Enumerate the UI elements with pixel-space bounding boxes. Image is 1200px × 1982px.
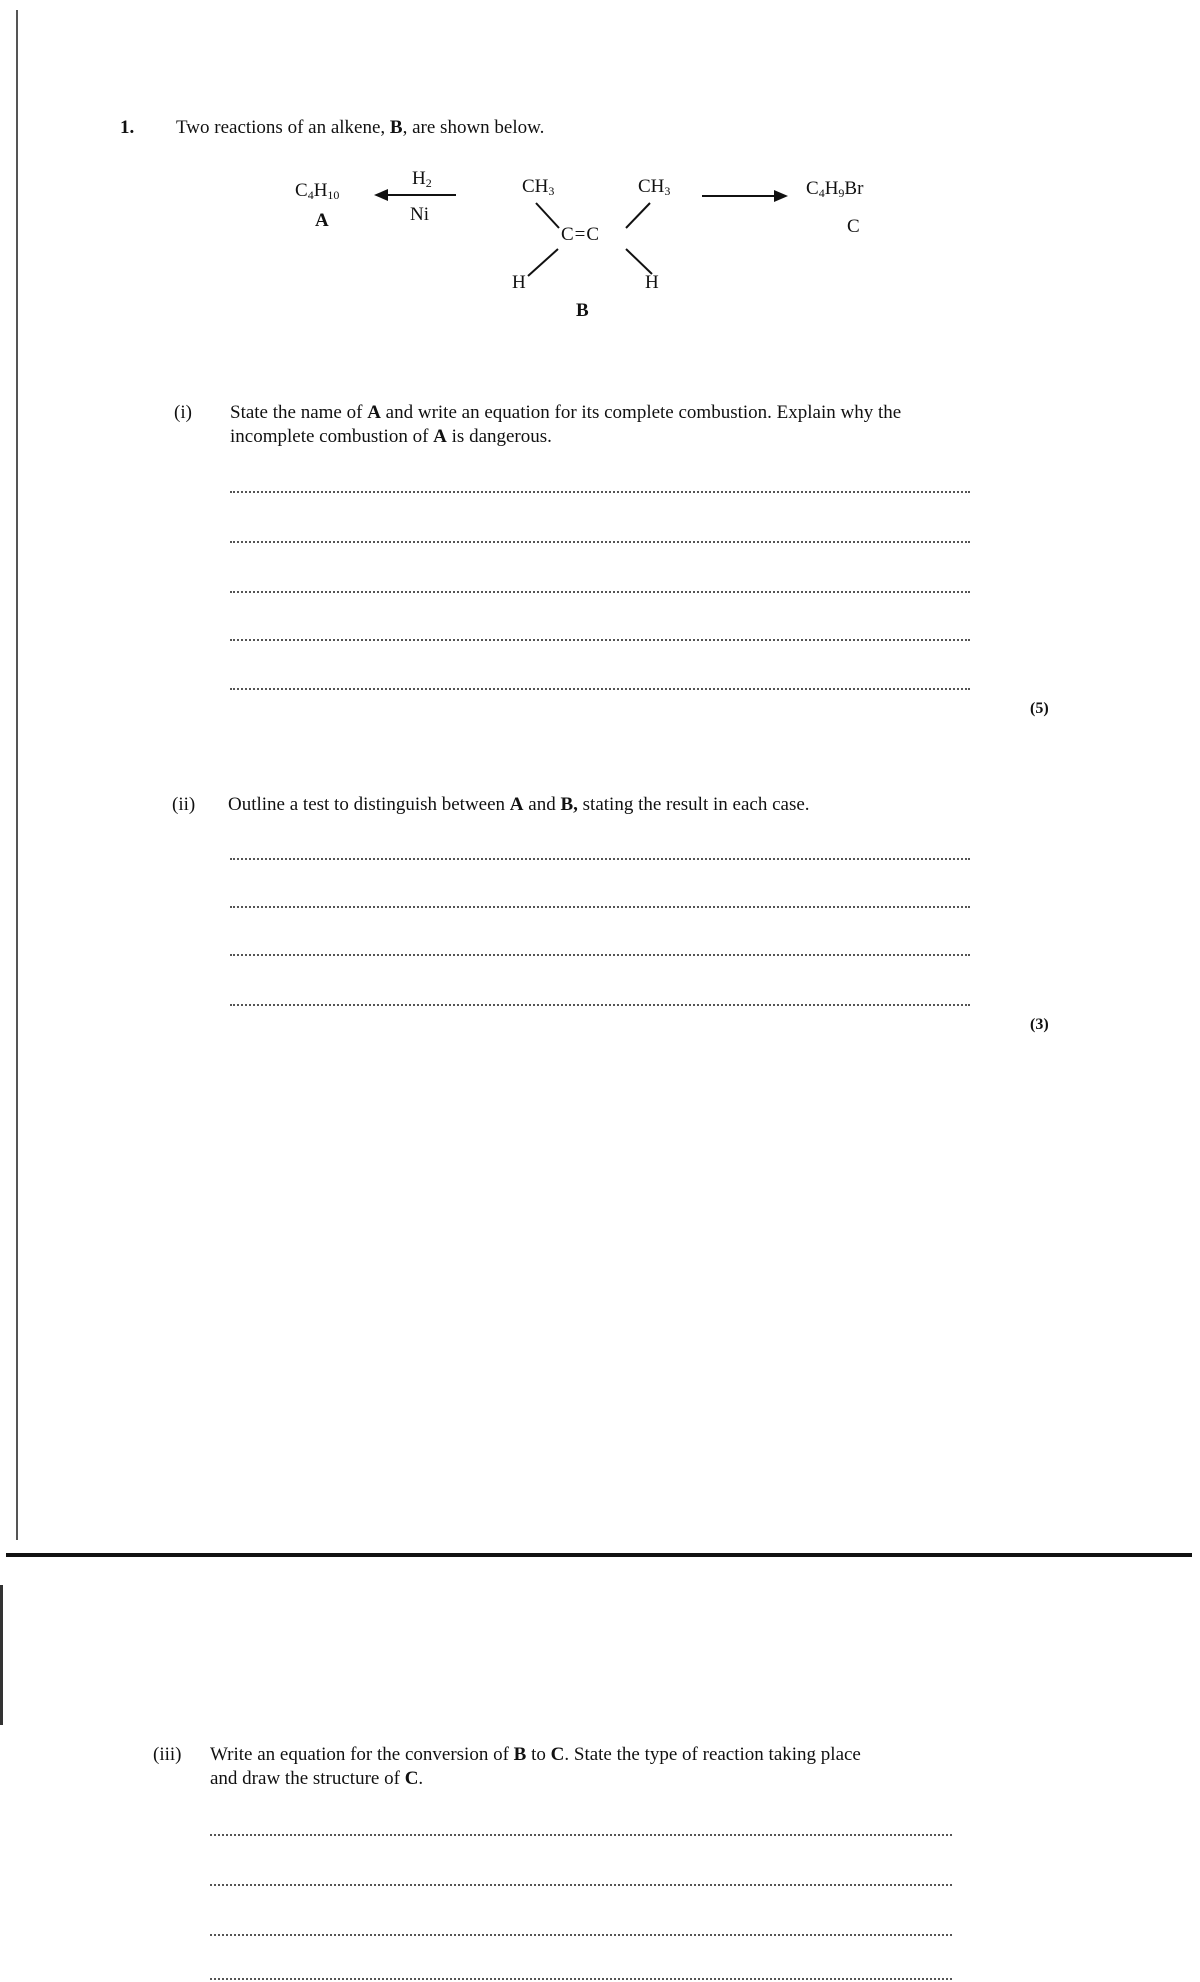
answer-line[interactable] <box>210 1934 952 1936</box>
reagent-catalyst: Ni <box>410 204 429 225</box>
part-i-label: (i) <box>174 402 192 423</box>
answer-line[interactable] <box>230 639 970 641</box>
scheme-arrows-and-bonds <box>0 0 1200 340</box>
question-intro: Two reactions of an alkene, B, are shown below. <box>176 117 545 138</box>
part-ii-marks: (3) <box>1030 1016 1049 1033</box>
compound-a-formula: $C_4H_{10}$ <box>295 180 340 202</box>
answer-line[interactable] <box>230 688 970 690</box>
compound-a-label: A <box>315 210 329 231</box>
compound-b-label: B <box>576 300 589 321</box>
part-i-question: State the name of A and write an equation for its complete combustion. Explain why the incomplete combustion of A is dangerous. <box>230 402 902 447</box>
answer-line[interactable] <box>230 491 970 493</box>
answer-line[interactable] <box>230 954 970 956</box>
answer-line[interactable] <box>230 1004 970 1006</box>
answer-line[interactable] <box>210 1834 952 1836</box>
compound-c-label: C <box>847 216 860 237</box>
compound-b-left-methyl: $CH_3$ <box>522 176 555 198</box>
answer-line[interactable] <box>210 1978 952 1980</box>
part-ii-label: (ii) <box>172 794 196 815</box>
compound-b-right-hydrogen: H <box>645 272 659 293</box>
reagent-hydrogen: $H_2$ <box>412 168 432 190</box>
answer-line[interactable] <box>230 541 970 543</box>
left-margin-line-lower <box>0 1585 3 1725</box>
part-ii-question: Outline a test to distinguish between A and B, stating the result in each case. <box>228 794 810 815</box>
compound-c-formula: $C_4H_9Br$ <box>806 178 864 200</box>
answer-line[interactable] <box>230 906 970 908</box>
compound-b-right-methyl: $CH_3$ <box>638 176 671 198</box>
part-iii-label: (iii) <box>153 1744 182 1765</box>
page-break-rule <box>6 1553 1192 1557</box>
part-iii-question: Write an equation for the conversion of B to C. State the type of reaction taking place and draw the structure of C. <box>210 1744 861 1789</box>
part-i-marks: (5) <box>1030 700 1049 717</box>
compound-b-double-bond: C=C <box>561 224 601 245</box>
question-number: 1. <box>120 117 135 138</box>
answer-line[interactable] <box>230 591 970 593</box>
compound-b-left-hydrogen: H <box>512 272 526 293</box>
answer-line[interactable] <box>230 858 970 860</box>
answer-line[interactable] <box>210 1884 952 1886</box>
